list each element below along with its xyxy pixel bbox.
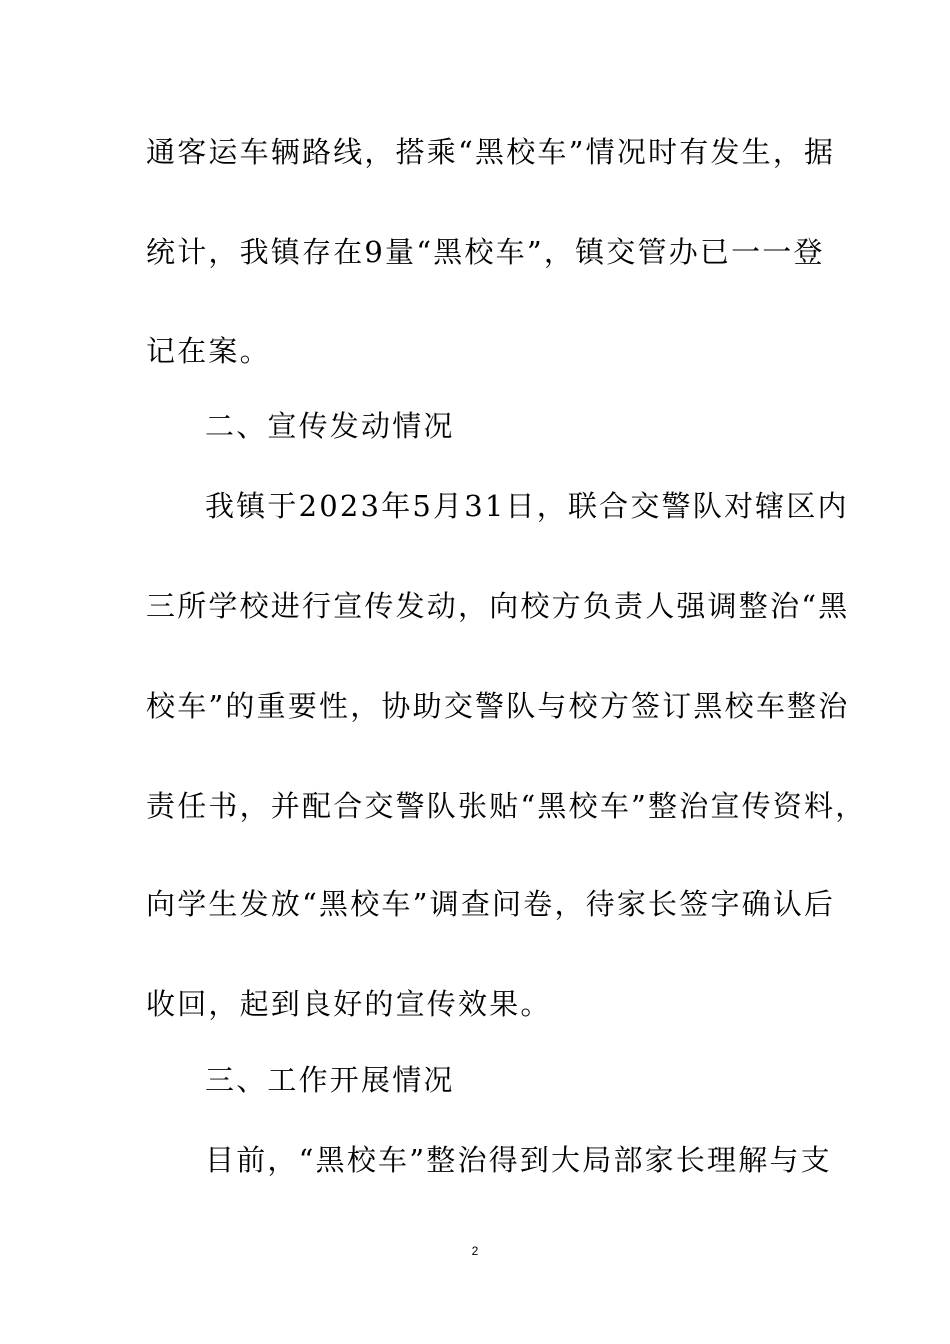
body-text-line: 统计，我镇存在9量“黑校车”，镇交管办已一一登 [146, 235, 825, 269]
section-heading: 二、宣传发动情况 [205, 409, 455, 443]
body-text-line: 收回，起到良好的宣传效果。 [146, 987, 552, 1021]
body-text-line: 三所学校进行宣传发动，向校方负责人强调整治“黑 [146, 589, 850, 623]
page-number: 2 [471, 1244, 479, 1258]
body-text-line: 向学生发放“黑校车”调查问卷，待家长签字确认后 [146, 887, 836, 921]
body-text-line: 责任书，并配合交警队张贴“黑校车”整治宣传资料， [146, 789, 867, 823]
body-text-line: 记在案。 [146, 334, 271, 368]
paragraph-first-line: 我镇于2023年5月31日，联合交警队对辖区内 [205, 489, 849, 523]
body-text-line: 校车”的重要性，协助交警队与校方签订黑校车整治 [146, 689, 850, 723]
paragraph-first-line: 目前，“黑校车”整治得到大局部家长理解与支 [205, 1143, 832, 1177]
body-text-line: 通客运车辆路线，搭乘“黑校车”情况时有发生，据 [146, 135, 836, 169]
section-heading: 三、工作开展情况 [205, 1063, 455, 1097]
